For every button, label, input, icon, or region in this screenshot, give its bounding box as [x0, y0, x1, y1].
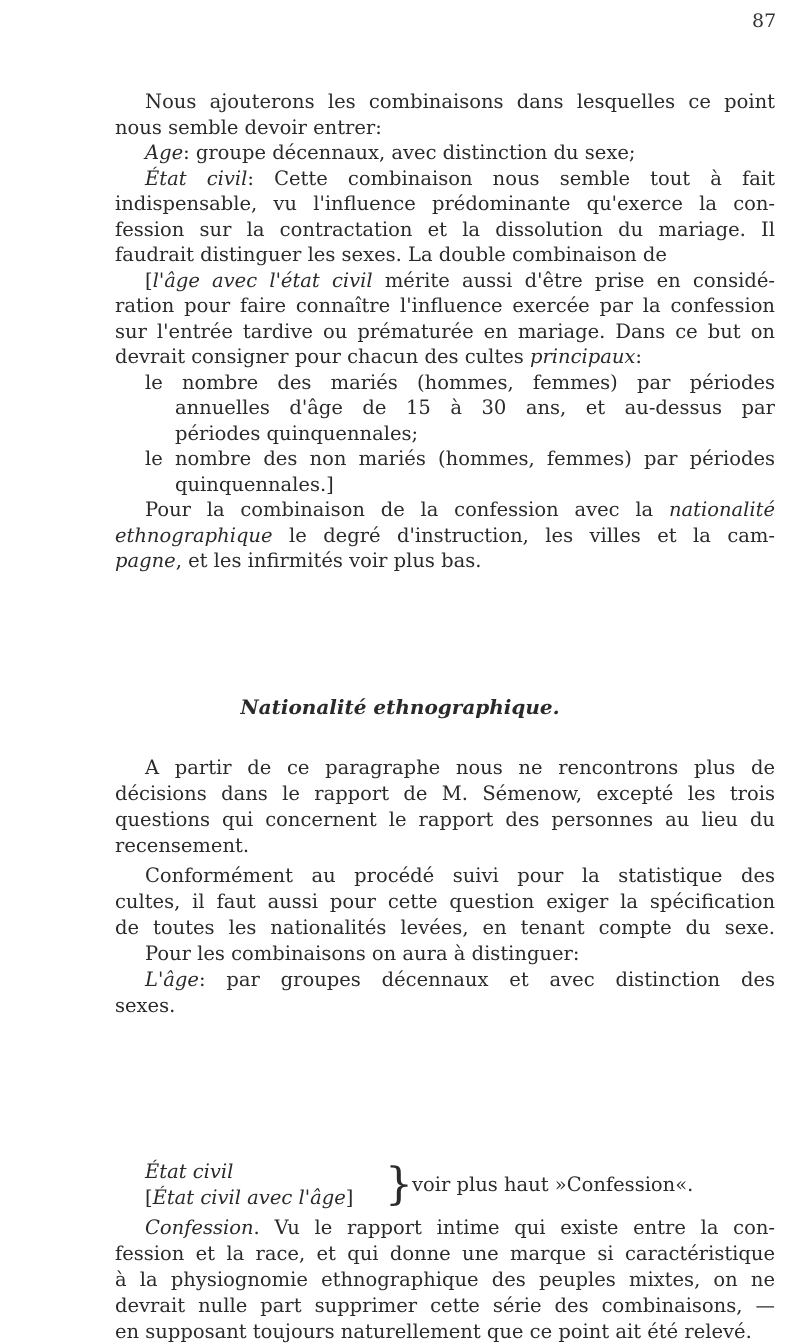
- text-line: A partir de ce paragraphe nous ne rencontrons plus de: [145, 756, 775, 779]
- text-line: fession sur la contractation et la dissolution du mariage. Il: [115, 218, 775, 241]
- text-line: [l'âge avec l'état civil mérite aussi d'être prise en considé-: [145, 269, 776, 292]
- text-line: pagne, et les infirmités voir plus bas.: [115, 549, 482, 572]
- text-line: indispensable, vu l'influence prédominante qu'exerce la con-: [115, 192, 775, 215]
- text-line: devrait nulle part supprimer cette série des combinaisons, —: [115, 1294, 775, 1317]
- text-line: [État civil avec l'âge]: [145, 1186, 354, 1209]
- text-line: ethnographique le degré d'instruction, les villes et la cam-: [115, 524, 775, 547]
- text-line: devrait consigner pour chacun des cultes principaux:: [115, 345, 642, 368]
- text-line: ration pour faire connaître l'influence exercée par la confession: [115, 294, 775, 317]
- brace: }: [385, 1159, 413, 1210]
- text-line: le nombre des mariés (hommes, femmes) par périodes: [145, 371, 775, 394]
- text-line: faudrait distinguer les sexes. La double combinaison de: [115, 243, 667, 266]
- text-line: Age: groupe décennaux, avec distinction du sexe;: [145, 141, 636, 164]
- text-line: fession et la race, et qui donne une marque si caractéristique: [115, 1242, 775, 1265]
- text-line: cultes, il faut aussi pour cette question exiger la spécification: [115, 890, 775, 913]
- text-line: décisions dans le rapport de M. Sémenow, excepté les trois: [115, 782, 775, 805]
- brace-text: voir plus haut »Confession«.: [412, 1173, 694, 1196]
- text-line: recensement.: [115, 834, 250, 857]
- text-line: Confession. Vu le rapport intime qui existe entre la con-: [145, 1216, 775, 1239]
- text-line: État civil: Cette combinaison nous semble tout à fait: [145, 167, 775, 190]
- text-line: État civil: [145, 1160, 234, 1183]
- text-line: quinquennales.]: [175, 473, 334, 496]
- text-line: L'âge: par groupes décennaux et avec distinction des: [145, 968, 775, 991]
- text-line: annuelles d'âge de 15 à 30 ans, et au-dessus par: [175, 396, 775, 419]
- text-line: le nombre des non mariés (hommes, femmes) par périodes: [145, 447, 775, 470]
- text-line: de toutes les nationalités levées, en tenant compte du sexe.: [115, 916, 775, 939]
- section-heading: Nationalité ethnographique.: [240, 695, 560, 719]
- text-line: périodes quinquennales;: [175, 422, 419, 445]
- text-line: Pour les combinaisons on aura à distinguer:: [145, 942, 580, 965]
- text-line: sur l'entrée tardive ou prématurée en mariage. Dans ce but on: [115, 320, 775, 343]
- page-number: 87: [752, 10, 777, 32]
- text-line: nous semble devoir entrer:: [115, 116, 382, 139]
- text-line: Nous ajouterons les combinaisons dans lesquelles ce point: [145, 90, 775, 113]
- text-line: Conformément au procédé suivi pour la statistique des: [145, 864, 775, 887]
- text-line: à la physiognomie ethnographique des peuples mixtes, on ne: [115, 1268, 775, 1291]
- text-line: en supposant toujours naturellement que ce point ait été relevé.: [115, 1320, 752, 1343]
- text-line: questions qui concernent le rapport des personnes au lieu du: [115, 808, 775, 831]
- text-line: Pour la combinaison de la confession avec la nationalité: [145, 498, 775, 521]
- text-line: sexes.: [115, 994, 176, 1017]
